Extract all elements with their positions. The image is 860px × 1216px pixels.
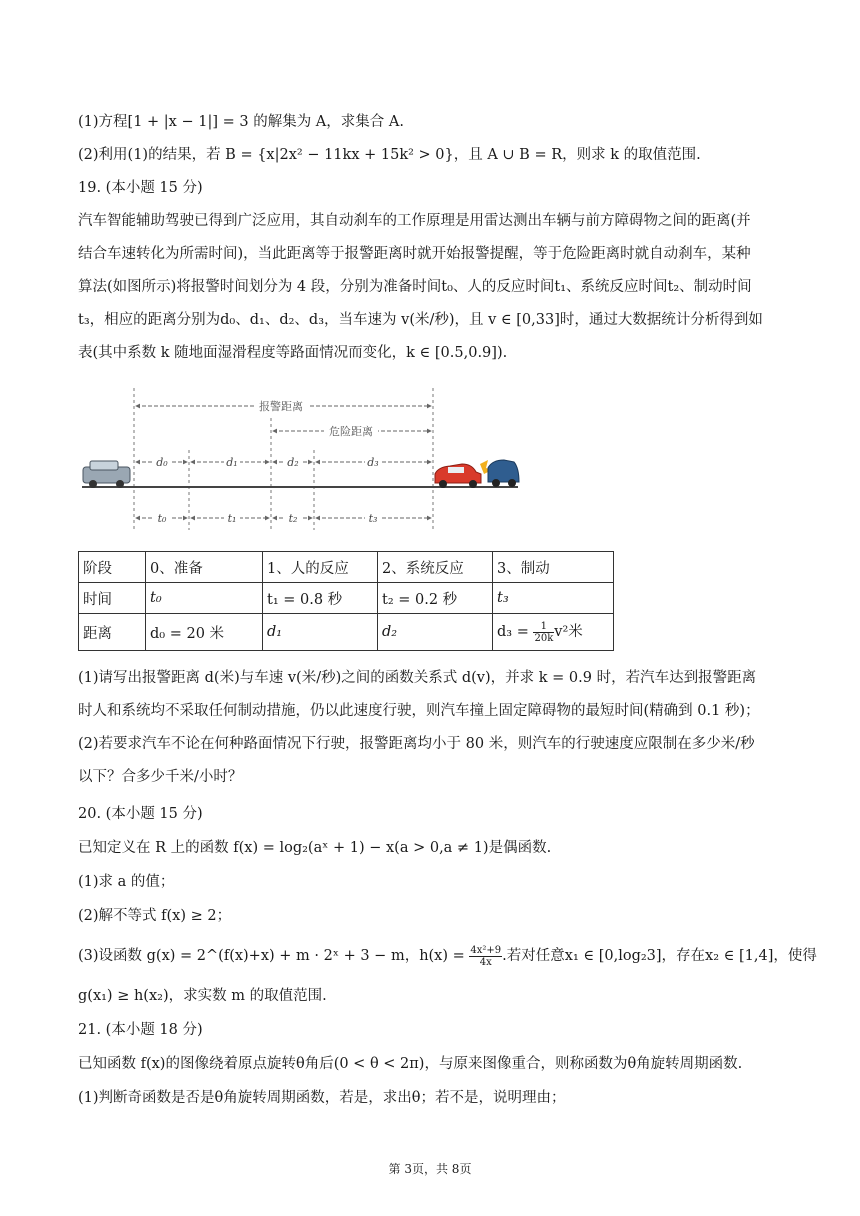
- danger-distance-label: 危险距离: [329, 425, 373, 438]
- q19-part2-line: (2)若要求汽车不论在何种路面情况下行驶，报警距离均小于 80 米，则汽车的行驶速度应限制在多少米/秒: [78, 736, 755, 752]
- q20-part3-cont: g(x₁) ≥ h(x₂)，求实数 m 的取值范围.: [78, 988, 327, 1004]
- h-fraction: [469, 945, 502, 968]
- q19-header: 19. (本小题 15 分): [78, 180, 203, 196]
- table-cell: d₀ = 20 米: [146, 614, 263, 651]
- q20-part1: (1)求 a 的值；: [78, 874, 175, 890]
- q20-header: 20. (本小题 15 分): [78, 806, 203, 822]
- q20-part2: (2)解不等式 f(x) ≥ 2；: [78, 908, 232, 924]
- q19-intro-line: 表(其中系数 k 随地面湿滑程度等路面情况而变化，k ∈ [0.5,0.9]).: [78, 345, 508, 361]
- d3-label: d₃: [367, 456, 379, 469]
- table-cell: 距离: [79, 614, 146, 651]
- q19-part1-line: 时人和系统均不采取任何制动措施，仍以此速度行驶，则汽车撞上固定障碍物的最短时间(精确到 0.1 秒)；: [78, 703, 760, 719]
- d3-fraction: [533, 621, 554, 644]
- q19-part2: [78, 728, 784, 794]
- braking-distance-diagram: [78, 378, 538, 530]
- d3-numerator: 1: [533, 621, 554, 633]
- table-cell: 2、系统反应: [378, 552, 493, 583]
- d1-label: d₁: [226, 456, 238, 469]
- table-cell: t₁ = 0.8 秒: [263, 583, 378, 614]
- table-cell: 3、制动: [493, 552, 614, 583]
- table-cell: 0、准备: [146, 552, 263, 583]
- q19-intro-line: 结合车速转化为所需时间)，当此距离等于报警距离时就开始报警提醒，等于危险距离时就自动刹车，某种: [78, 246, 751, 262]
- q19-part1-line: (1)请写出报警距离 d(米)与车速 v(米/秒)之间的函数关系式 d(v)，并求 k = 0.9 时，若汽车达到报警距离: [78, 670, 757, 686]
- q20-part3: [78, 942, 817, 970]
- q19-part2-line: 以下？合多少千米/小时？: [78, 769, 243, 785]
- t0-label: t₀: [157, 512, 167, 525]
- t3-label: t₃: [368, 512, 378, 525]
- data-table: [78, 551, 614, 651]
- q19-part1: [78, 662, 784, 728]
- q18-part1: (1)方程[1 + |x − 1|] = 3 的解集为 A，求集合 A.: [78, 114, 404, 130]
- car-icon: [83, 461, 130, 488]
- d3-tail: v²米: [554, 624, 583, 641]
- table-cell: 阶段: [79, 552, 146, 583]
- t2-label: t₂: [288, 512, 298, 525]
- table-row: [79, 614, 614, 651]
- q21-part1: (1)判断奇函数是否是θ角旋转周期函数，若是，求出θ；若不是，说明理由；: [78, 1090, 566, 1106]
- t1-label: t₁: [227, 512, 237, 525]
- h-denominator: 4x: [479, 956, 492, 968]
- table-row: [79, 583, 614, 614]
- d0-label: d₀: [156, 456, 168, 469]
- table-cell: d₁: [263, 614, 378, 651]
- d3-prefix: d₃ =: [497, 624, 534, 641]
- table-cell: t₀: [146, 583, 263, 614]
- q21-intro: 已知函数 f(x)的图像绕着原点旋转θ角后(0 < θ < 2π)，与原来图像重合，则称函数为θ角旋转周期函数.: [78, 1056, 743, 1072]
- q20-intro: 已知定义在 R 上的函数 f(x) = log₂(aˣ + 1) − x(a > 0,a ≠ 1)是偶函数.: [78, 840, 552, 856]
- table-cell: 1、人的反应: [263, 552, 378, 583]
- table-cell-d3: [493, 614, 614, 651]
- d2-label: d₂: [287, 456, 299, 469]
- q20-part3-text: (3)设函数 g(x) = 2^(f(x)+x) + m · 2ˣ + 3 − m，h(x) =: [78, 948, 470, 964]
- q18-part2: (2)利用(1)的结果，若 B = {x|2x² − 11kx + 15k² > 0}，且 A ∪ B = R，则求 k 的取值范围.: [78, 147, 701, 163]
- collision-icon: [435, 460, 519, 488]
- table-cell: t₃: [493, 583, 614, 614]
- warning-distance-label: 报警距离: [259, 400, 303, 413]
- h-numerator: 4x²+9: [470, 944, 502, 956]
- page-footer: 第 3页，共 8页: [388, 1162, 472, 1176]
- q21-header: 21. (本小题 18 分): [78, 1022, 203, 1038]
- q19-intro-line: t₃，相应的距离分别为d₀、d₁、d₂、d₃，当车速为 v(米/秒)，且 v ∈ [0,33]时，通过大数据统计分析得到如: [78, 312, 763, 328]
- table-cell: t₂ = 0.2 秒: [378, 583, 493, 614]
- q19-intro-line: 汽车智能辅助驾驶已得到广泛应用，其自动刹车的工作原理是用雷达测出车辆与前方障碍物之间的距离(并: [78, 213, 751, 229]
- d3-denominator: 20k: [534, 632, 554, 644]
- q20-part3-text: .若对任意x₁ ∈ [0,log₂3]，存在x₂ ∈ [1,4]，使得: [502, 948, 817, 964]
- table-cell: d₂: [378, 614, 493, 651]
- q19-intro-line: 算法(如图所示)将报警时间划分为 4 段，分别为准备时间t₀、人的反应时间t₁、系统反应时间t₂、制动时间: [78, 279, 752, 295]
- table-cell: 时间: [79, 583, 146, 614]
- q19-intro: [78, 205, 784, 370]
- table-row: [79, 552, 614, 583]
